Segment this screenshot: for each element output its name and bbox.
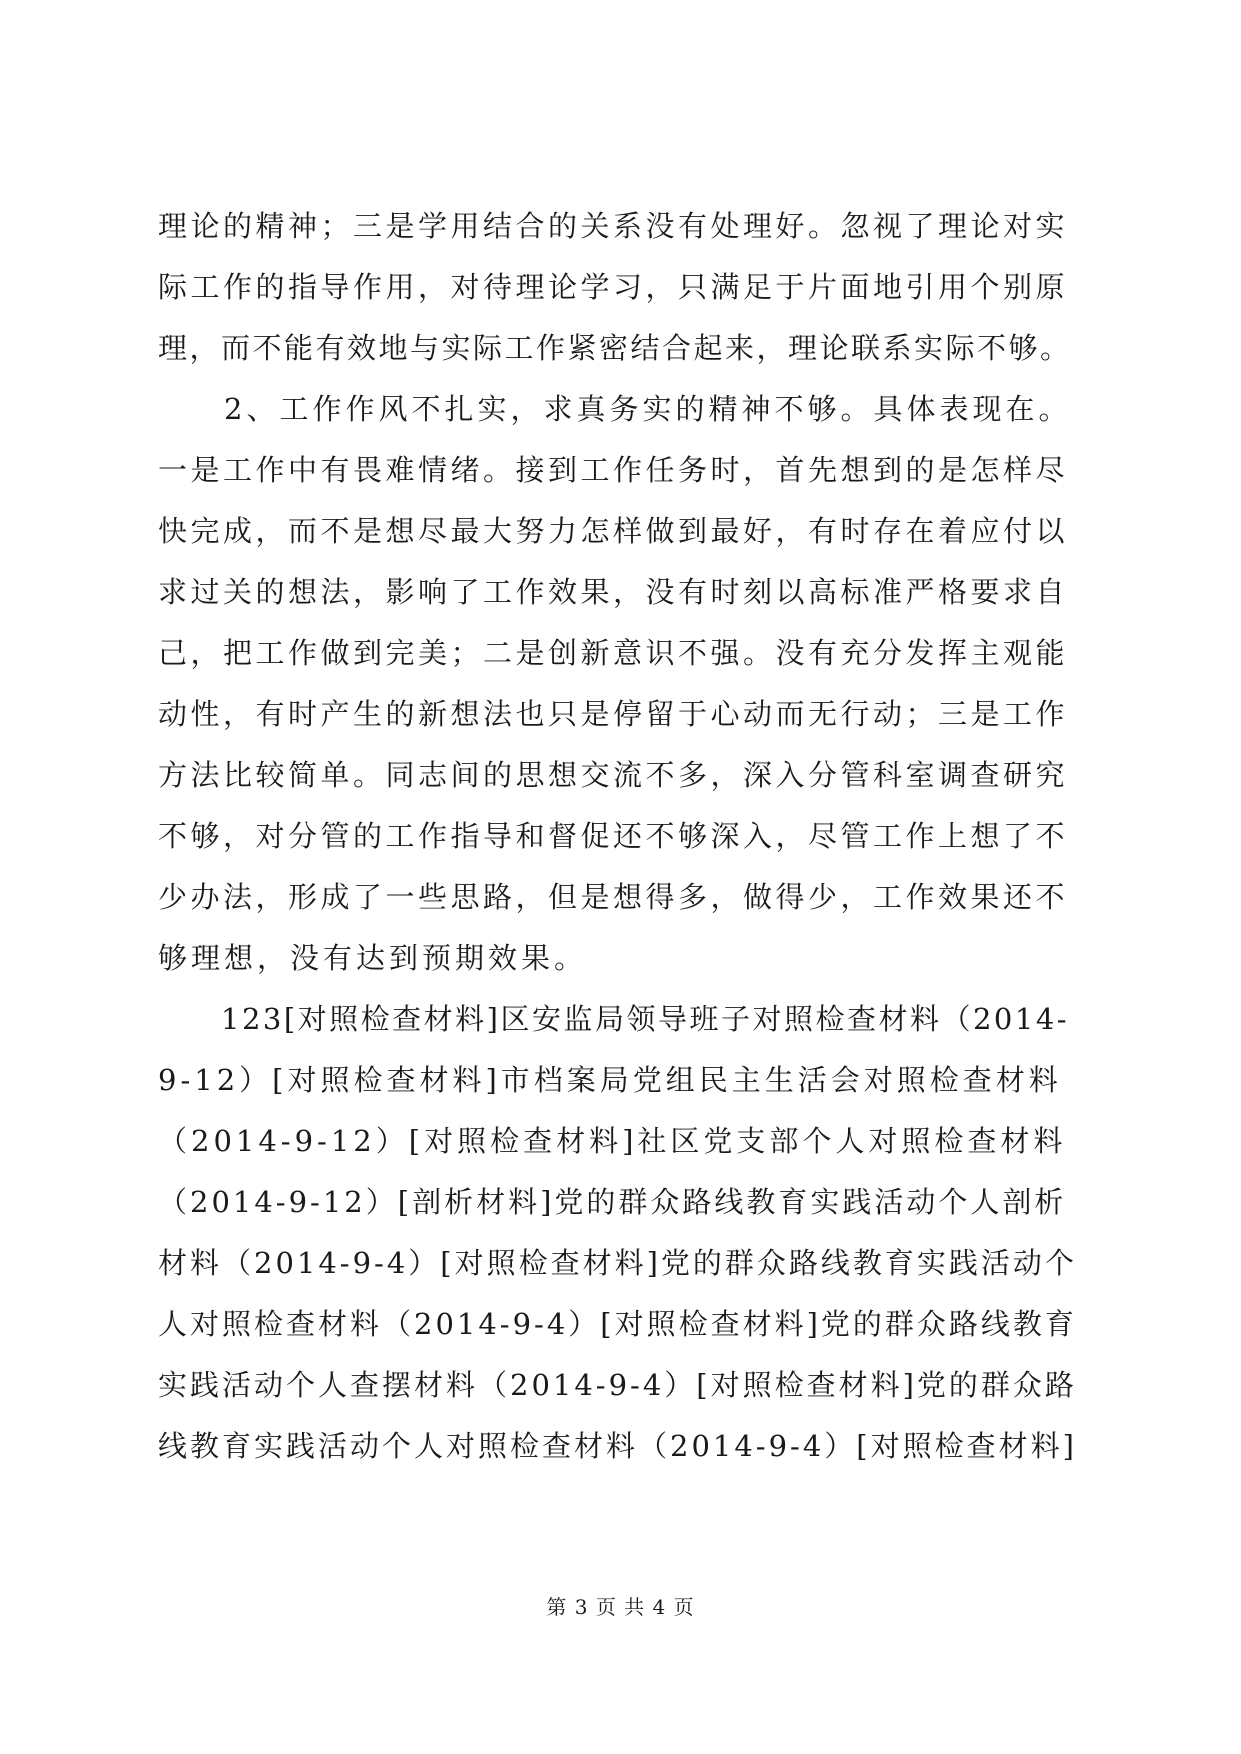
text-line: 求过关的想法，影响了工作效果，没有时刻以高标准严格要求自	[158, 575, 1069, 609]
text-line: 实践活动个人查摆材料（2014-9-4）[对照检查材料]党的群众路	[158, 1368, 1077, 1402]
text-line: 线教育实践活动个人对照检查材料（2014-9-4）[对照检查材料]	[158, 1429, 1077, 1463]
text-line: 够理想，没有达到预期效果。	[158, 941, 588, 975]
text-line: （2014-9-12）[对照检查材料]社区党支部个人对照检查材料	[158, 1124, 1067, 1158]
text-line: （2014-9-12）[剖析材料]党的群众路线教育实践活动个人剖析	[158, 1185, 1067, 1219]
text-line: 一是工作中有畏难情绪。接到工作任务时，首先想到的是怎样尽	[158, 453, 1069, 487]
text-line: 理论的精神；三是学用结合的关系没有处理好。忽视了理论对实	[158, 209, 1069, 243]
text-line: 动性，有时产生的新想法也只是停留于心动而无行动；三是工作	[158, 697, 1069, 731]
text-line: 际工作的指导作用，对待理论学习，只满足于片面地引用个别原	[158, 270, 1069, 304]
text-line: 人对照检查材料（2014-9-4）[对照检查材料]党的群众路线教育	[158, 1307, 1077, 1341]
text-line: 己，把工作做到完美；二是创新意识不强。没有充分发挥主观能	[158, 636, 1069, 670]
text-line: 2、工作作风不扎实，求真务实的精神不够。具体表现在。	[158, 392, 1072, 426]
text-line: 123[对照检查材料]区安监局领导班子对照检查材料（2014-	[158, 1002, 1070, 1036]
text-line: 不够，对分管的工作指导和督促还不够深入，尽管工作上想了不	[158, 819, 1069, 853]
text-line: 快完成，而不是想尽最大努力怎样做到最好，有时存在着应付以	[158, 514, 1069, 548]
text-line: 方法比较简单。同志间的思想交流不多，深入分管科室调查研究	[158, 758, 1069, 792]
text-line: 材料（2014-9-4）[对照检查材料]党的群众路线教育实践活动个	[158, 1246, 1077, 1280]
text-line: 理，而不能有效地与实际工作紧密结合起来，理论联系实际不够。	[158, 331, 1072, 365]
page-footer: 第 3 页 共 4 页	[546, 1595, 695, 1619]
text-line: 少办法，形成了一些思路，但是想得多，做得少，工作效果还不	[158, 880, 1069, 914]
text-line: 9-12）[对照检查材料]市档案局党组民主生活会对照检查材料	[158, 1063, 1062, 1097]
